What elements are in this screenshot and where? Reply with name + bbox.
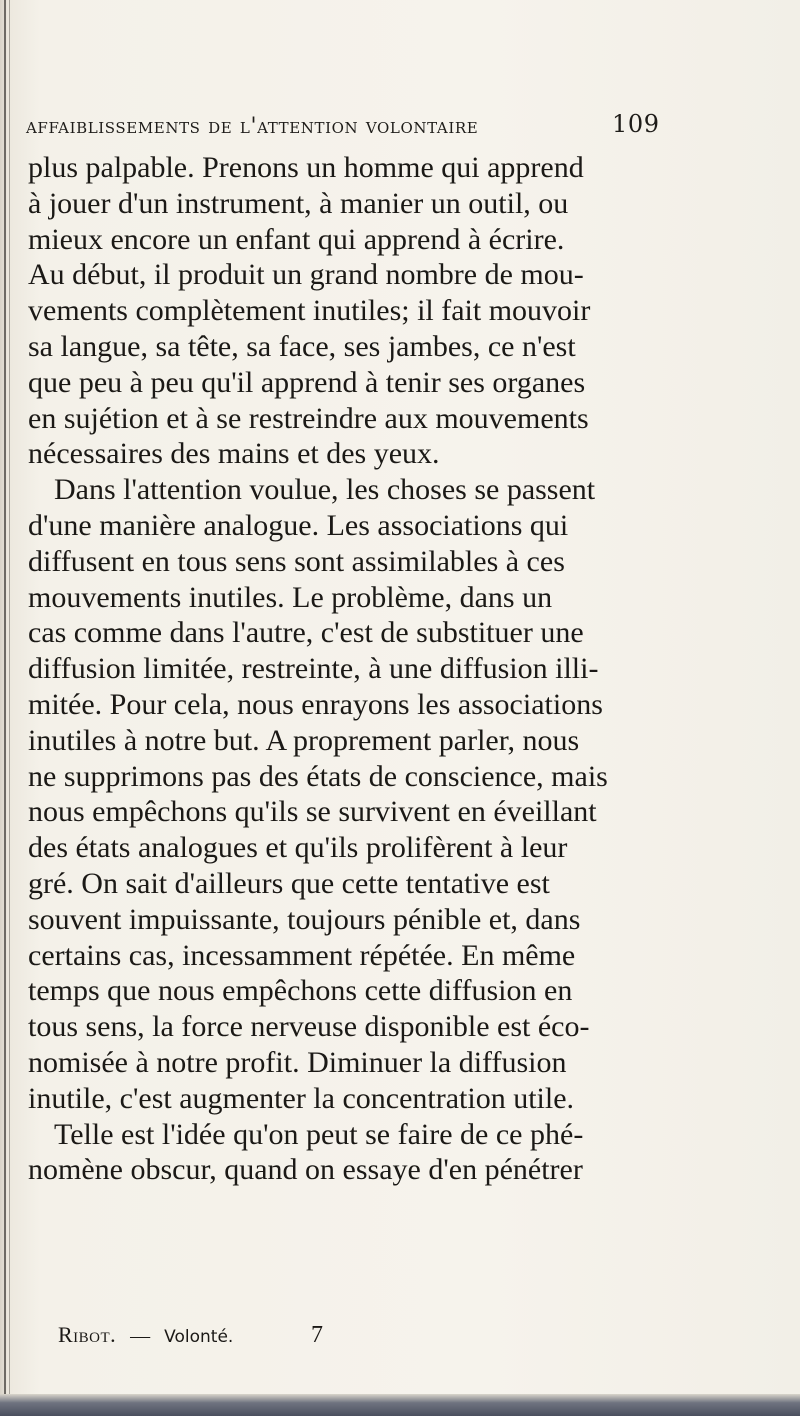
- text-line: nomisée à notre profit. Diminuer la diffusion: [28, 1045, 567, 1079]
- running-head-title: affaiblissements de l'attention volontaire: [26, 114, 479, 139]
- text-line: gré. On sait d'ailleurs que cette tentative est: [28, 866, 550, 900]
- text-line: en sujétion et à se restreindre aux mouvements: [28, 401, 589, 435]
- text-line: tous sens, la force nerveuse disponible est éco-: [28, 1010, 590, 1044]
- paragraph-1: [28, 150, 788, 472]
- text-line: sa langue, sa tête, sa face, ses jambes, ce n'est: [28, 329, 576, 363]
- text-line: plus palpable. Prenons un homme qui apprend: [28, 151, 584, 184]
- text-line: souvent impuissante, toujours pénible et, dans: [28, 902, 581, 936]
- text-line: nous empêchons qu'ils se survivent en éveillant: [28, 795, 597, 829]
- page-footer: [58, 1322, 658, 1348]
- text-line: diffusent en tous sens sont assimilables à ces: [28, 544, 565, 578]
- gutter-shadow-line: [4, 0, 6, 1416]
- text-line: mouvements inutiles. Le problème, dans un: [28, 580, 553, 614]
- text-line: temps que nous empêchons cette diffusion en: [28, 974, 573, 1008]
- text-line: nomène obscur, quand on essaye d'en pénétrer: [28, 1153, 583, 1187]
- footer-author: Ribot.: [58, 1322, 117, 1347]
- running-head: [0, 110, 800, 140]
- page-number: 109: [612, 110, 660, 138]
- text-line: d'une manière analogue. Les associations qui: [28, 508, 569, 542]
- paragraph-2: [28, 472, 788, 1116]
- text-line: mieux encore un enfant qui apprend à écrire.: [28, 222, 565, 256]
- signature-mark: 7: [311, 1322, 323, 1348]
- text-line: cas comme dans l'autre, c'est de substituer une: [28, 616, 584, 650]
- footer-dash: —: [130, 1325, 151, 1347]
- text-line: vements complètement inutiles; il fait mouvoir: [28, 294, 591, 328]
- text-line: des états analogues et qu'ils prolifèrent à leur: [28, 831, 568, 865]
- text-line: à jouer d'un instrument, à manier un outil, ou: [28, 186, 569, 220]
- paragraph-3: [28, 1117, 788, 1189]
- footer-book-title: Volonté.: [164, 1327, 234, 1347]
- text-line: nécessaires des mains et des yeux.: [28, 437, 440, 471]
- body-text: [28, 150, 788, 1188]
- text-line: diffusion limitée, restreinte, à une diffusion illi-: [28, 652, 599, 686]
- text-line: inutiles à notre but. A proprement parler, nous: [28, 723, 580, 757]
- text-line: ne supprimons pas des états de conscience, mais: [28, 759, 608, 793]
- text-line: Telle est l'idée qu'on peut se faire de ce phé-: [54, 1117, 584, 1151]
- text-line: inutile, c'est augmenter la concentration utile.: [28, 1081, 575, 1115]
- scan-bottom-edge: [0, 1394, 800, 1416]
- text-line: Au début, il produit un grand nombre de mou-: [28, 258, 584, 292]
- text-line: que peu à peu qu'il apprend à tenir ses organes: [28, 365, 586, 399]
- gutter-edge-line: [9, 0, 10, 1416]
- text-line: Dans l'attention voulue, les choses se passent: [54, 473, 596, 507]
- text-line: certains cas, incessamment répétée. En même: [28, 938, 576, 972]
- text-line: mitée. Pour cela, nous enrayons les associations: [28, 687, 603, 721]
